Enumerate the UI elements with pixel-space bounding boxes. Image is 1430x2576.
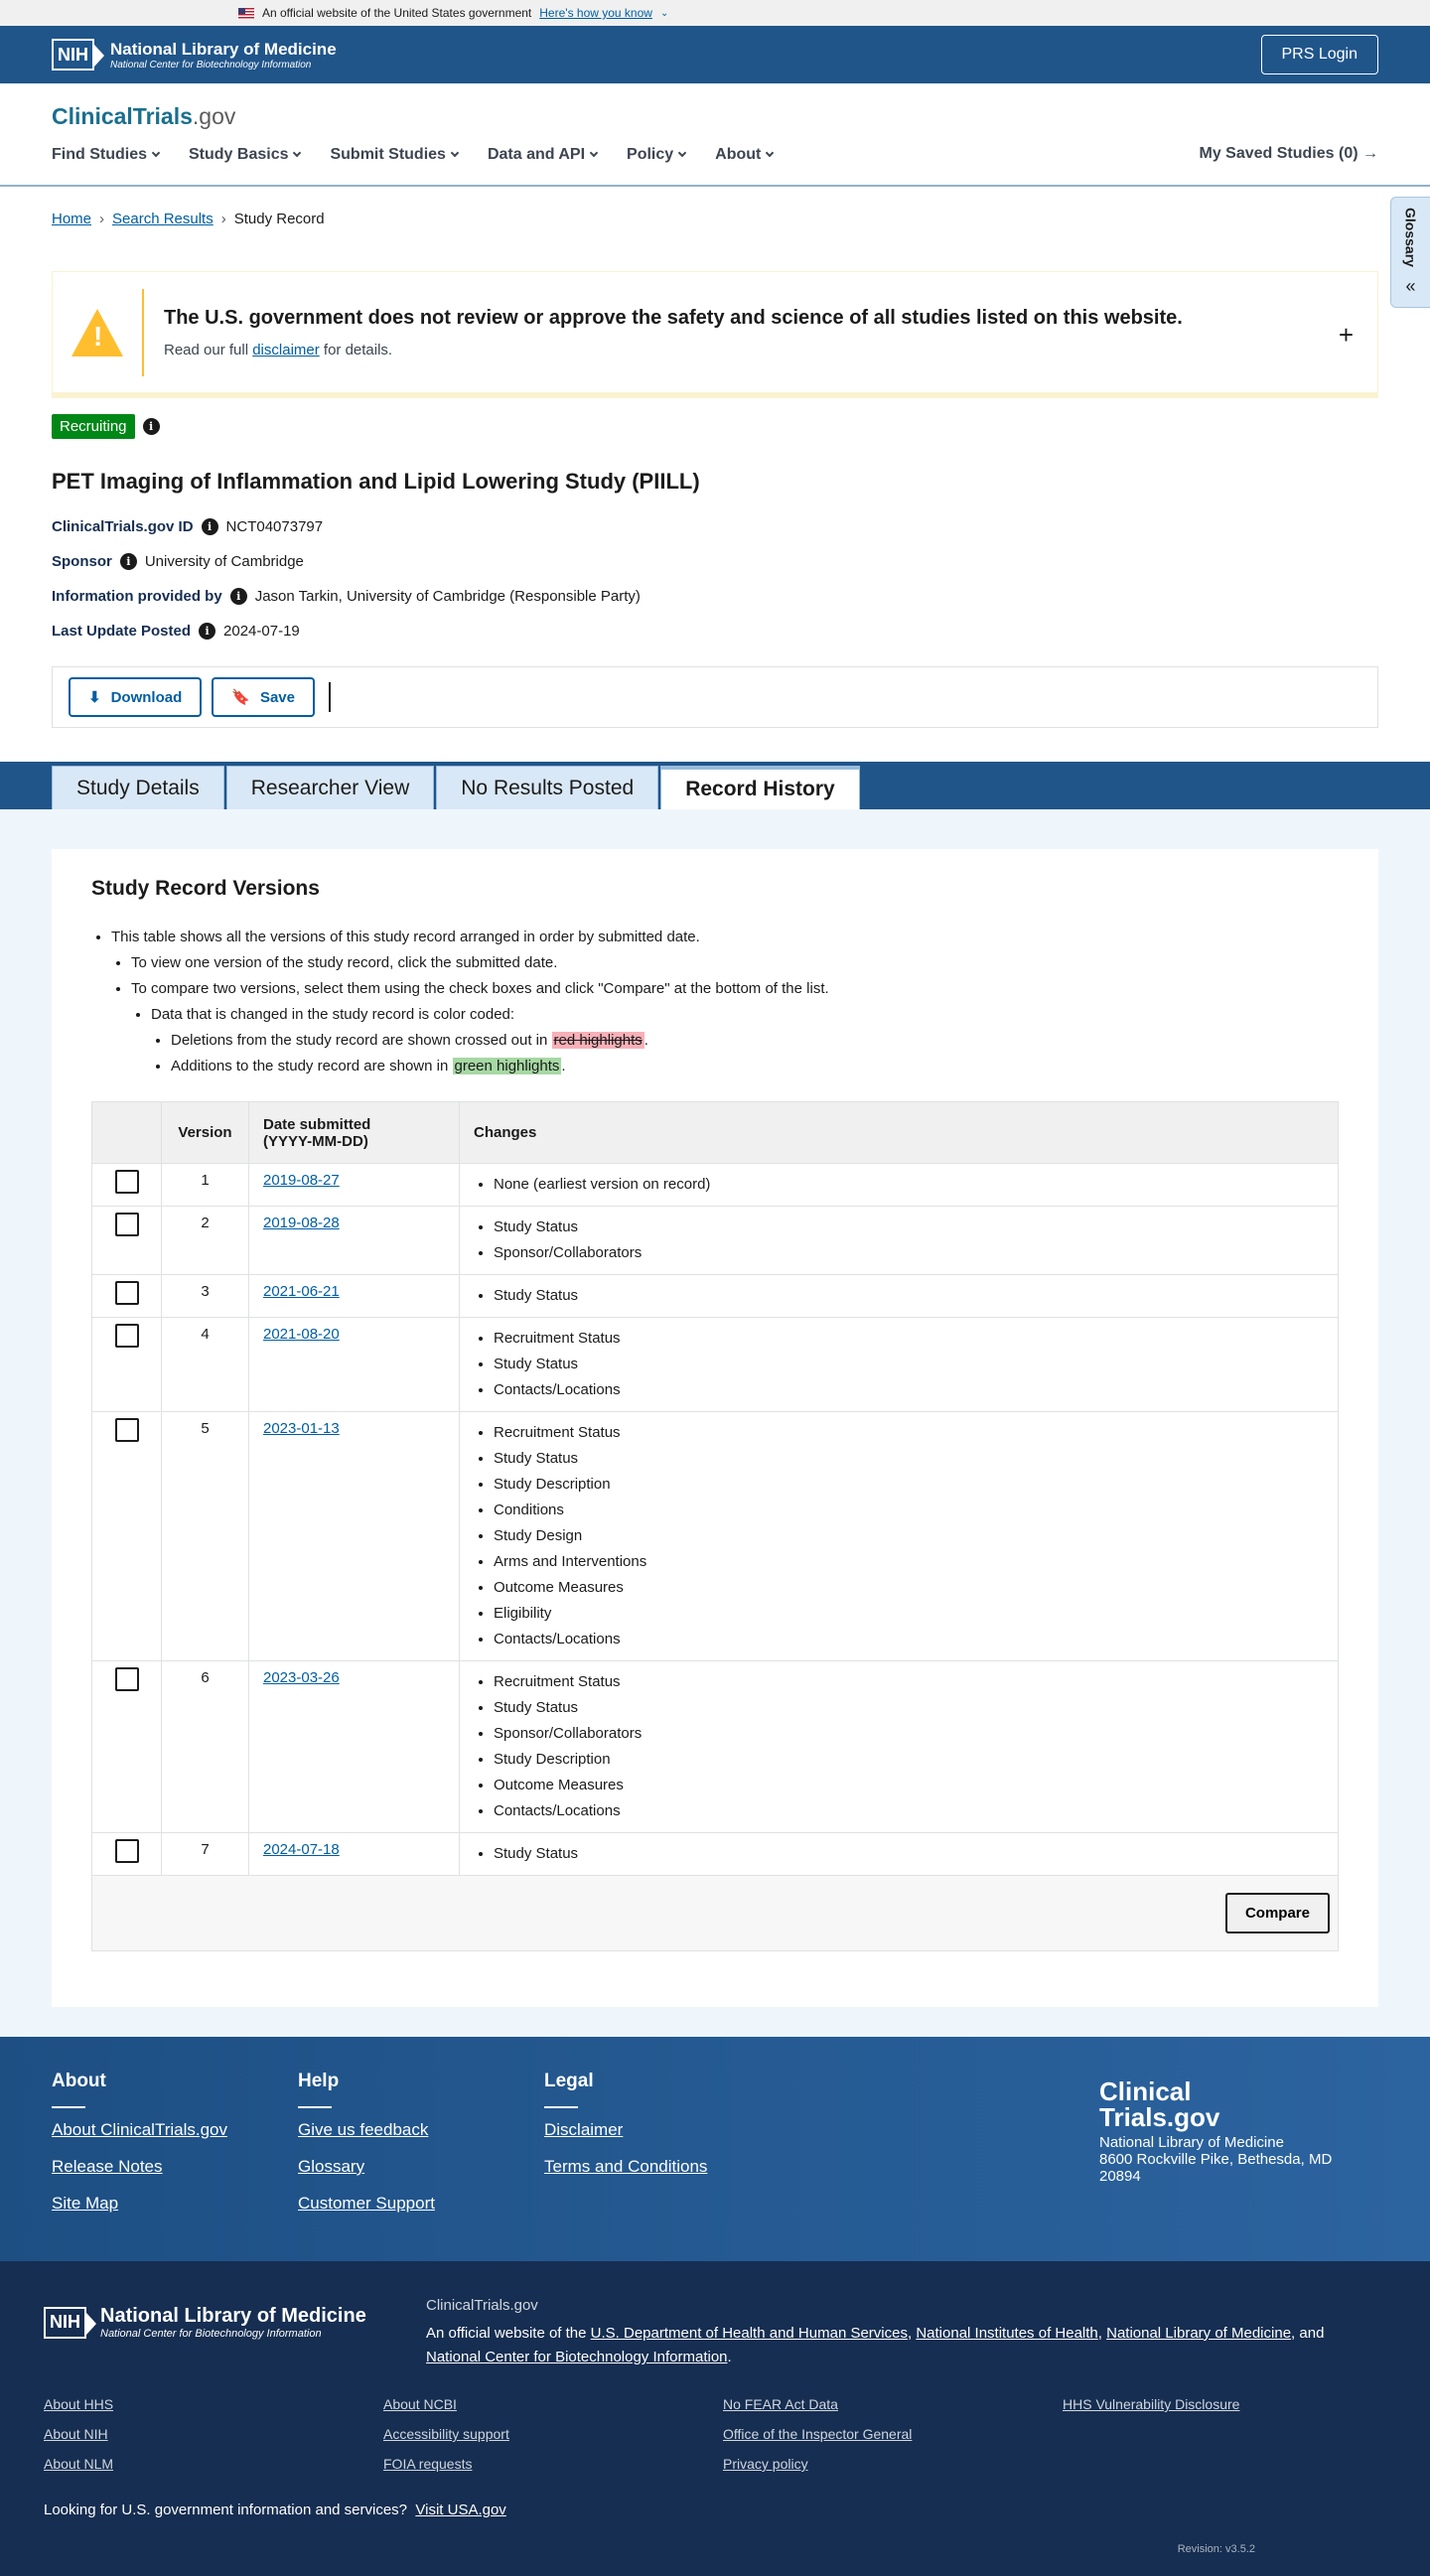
- disclaimer-link[interactable]: disclaimer: [252, 341, 320, 358]
- change-item: • Sponsor/Collaborators: [494, 1240, 1324, 1266]
- study-tabs: [0, 762, 1430, 809]
- footer-link[interactable]: About NCBI: [383, 2396, 457, 2412]
- nav-policy[interactable]: Policy: [627, 146, 685, 164]
- versions-table: [91, 1101, 1339, 1951]
- ct-header: [0, 83, 1430, 187]
- main-nav: [52, 146, 1378, 164]
- revision-text: Revision: v3.5.2: [1177, 2543, 1255, 2555]
- last-update-value: 2024-07-19: [223, 622, 300, 640]
- table-row: [92, 1661, 1339, 1833]
- change-item: • Study Status: [494, 1695, 1324, 1721]
- change-item: • None (earliest version on record): [494, 1172, 1324, 1198]
- compare-button[interactable]: Compare: [1225, 1893, 1330, 1933]
- change-item: • Study Status: [494, 1446, 1324, 1472]
- tab-researcher-view[interactable]: Researcher View: [226, 766, 435, 809]
- versions-instructions: [91, 925, 1339, 1079]
- footer-usa: Looking for U.S. government information and services? Visit USA.gov: [44, 2502, 506, 2518]
- footer-link[interactable]: FOIA requests: [383, 2456, 473, 2472]
- version-checkbox[interactable]: [115, 1418, 139, 1442]
- tab-study-details[interactable]: Study Details: [52, 766, 224, 809]
- breadcrumb-current: Study Record: [233, 211, 325, 227]
- footer-bottom: [0, 2261, 1430, 2576]
- nih-link[interactable]: National Institutes of Health: [916, 2325, 1098, 2342]
- version-number: 7: [162, 1833, 249, 1876]
- footer-link[interactable]: Give us feedback: [298, 2120, 429, 2139]
- footer-nlm-logo[interactable]: NIH National Library of Medicine National Center for Biotechnology Information: [44, 2305, 366, 2340]
- tab-no-results-posted[interactable]: No Results Posted: [436, 766, 658, 809]
- version-number: 5: [162, 1412, 249, 1661]
- change-item: • Recruitment Status: [494, 1420, 1324, 1446]
- footer-about-title: About: [52, 2071, 106, 2091]
- last-update-label: Last Update Posted: [52, 622, 192, 640]
- changes-list: [474, 1326, 1324, 1403]
- disclaimer-alert: [52, 271, 1378, 398]
- prs-login-button[interactable]: PRS Login: [1261, 35, 1379, 74]
- glossary-label: Glossary: [1402, 207, 1419, 267]
- chevron-right-icon: ›: [220, 211, 226, 227]
- instruction-item: • To compare two versions, select them using the check boxes and click "Compare" at the bottom of the list.: [131, 976, 1339, 1002]
- expand-plus-icon[interactable]: +: [1338, 320, 1354, 350]
- how-you-know-link[interactable]: Here's how you know: [539, 6, 652, 20]
- change-item: • Outcome Measures: [494, 1773, 1324, 1798]
- chevron-down-icon: [590, 149, 598, 157]
- id-value: NCT04073797: [225, 517, 324, 535]
- change-item: • Study Design: [494, 1523, 1324, 1549]
- instruction-item: • Additions to the study record are shown in green highlights .: [171, 1054, 1339, 1079]
- change-item: • Contacts/Locations: [494, 1377, 1324, 1403]
- sponsor-value: University of Cambridge: [144, 552, 304, 570]
- table-row: [92, 1318, 1339, 1412]
- footer-link[interactable]: Office of the Inspector General: [723, 2426, 913, 2442]
- footer-site-name: ClinicalTrials.gov: [426, 2297, 538, 2314]
- version-checkbox[interactable]: [115, 1213, 139, 1236]
- table-row: [92, 1275, 1339, 1318]
- version-date-link[interactable]: 2021-08-20: [263, 1326, 340, 1343]
- footer-logo-line2: Trials.gov: [1099, 2102, 1220, 2132]
- chevron-down-icon: [766, 149, 774, 157]
- footer-brand: Clinical Trials.gov National Library of Medicine 8600 Rockville Pike, Bethesda, MD 20894: [1099, 2076, 1333, 2185]
- study-meta: [0, 518, 1430, 639]
- footer-link[interactable]: HHS Vulnerability Disclosure: [1063, 2396, 1240, 2412]
- version-date-link[interactable]: 2023-01-13: [263, 1420, 340, 1437]
- chevron-down-icon: [293, 149, 301, 157]
- ncbi-subtitle: National Center for Biotechnology Information: [110, 59, 312, 71]
- change-item: • Study Status: [494, 1215, 1324, 1240]
- change-item: • Arms and Interventions: [494, 1549, 1324, 1575]
- download-icon: ⬇: [88, 689, 101, 706]
- changes-list: [474, 1215, 1324, 1266]
- change-item: • Study Description: [494, 1472, 1324, 1498]
- chevron-down-icon: [451, 149, 459, 157]
- version-checkbox[interactable]: [115, 1324, 139, 1348]
- chevron-down-icon: ⌄: [659, 7, 669, 19]
- changes-list: [474, 1669, 1324, 1824]
- info-icon[interactable]: i: [199, 623, 215, 640]
- gov-banner-text: An official website of the United States government: [262, 6, 532, 20]
- info-icon[interactable]: i: [120, 553, 137, 570]
- nlm-link[interactable]: National Library of Medicine: [1106, 2325, 1292, 2342]
- double-chevron-left-icon: «: [1405, 276, 1416, 297]
- table-row: [92, 1164, 1339, 1207]
- footer-links-col4: [1063, 2396, 1239, 2426]
- version-number: 1: [162, 1164, 249, 1207]
- nav-study-basics[interactable]: Study Basics: [189, 146, 300, 164]
- change-item: • Study Status: [494, 1283, 1324, 1309]
- footer-link[interactable]: Privacy policy: [723, 2456, 808, 2472]
- version-number: 4: [162, 1318, 249, 1412]
- nav-data-api[interactable]: Data and API: [488, 146, 597, 164]
- disclaimer-text: Read our full disclaimer for details.: [164, 341, 393, 358]
- footer-link[interactable]: Customer Support: [298, 2194, 435, 2213]
- change-item: • Contacts/Locations: [494, 1627, 1324, 1652]
- instruction-item: • Deletions from the study record are shown crossed out in red highlights .: [171, 1028, 1339, 1054]
- table-row: [92, 1833, 1339, 1876]
- changes-list: [474, 1283, 1324, 1309]
- changes-list: [474, 1172, 1324, 1198]
- info-icon[interactable]: i: [230, 588, 247, 605]
- bookmark-icon: 🔖: [231, 689, 250, 706]
- footer-official: ClinicalTrials.gov An official website of the U.S. Department of Health and Human Services, National Institutes of Health, National Library of Medicine, and National Center for Biotechnology Information.: [426, 2297, 1379, 2369]
- green-highlight-sample: green highlights: [454, 1058, 560, 1074]
- table-row: [92, 1412, 1339, 1661]
- chevron-down-icon: [152, 149, 160, 157]
- versions-heading: Study Record Versions: [91, 877, 320, 900]
- table-row: [92, 1207, 1339, 1275]
- footer-link[interactable]: About NIH: [44, 2426, 108, 2442]
- info-icon[interactable]: i: [202, 518, 218, 535]
- version-checkbox[interactable]: [115, 1667, 139, 1691]
- version-number: 6: [162, 1661, 249, 1833]
- footer-link[interactable]: Release Notes: [52, 2157, 163, 2176]
- instruction-item: • This table shows all the versions of this study record arranged in order by submitted date.: [111, 925, 1339, 950]
- nlm-logo[interactable]: [52, 39, 337, 71]
- change-item: • Conditions: [494, 1498, 1324, 1523]
- info-provided-value: Jason Tarkin, University of Cambridge (Responsible Party): [254, 587, 641, 605]
- col-date-submitted: Date submitted (YYYY-MM-DD): [249, 1102, 460, 1164]
- change-item: • Study Status: [494, 1841, 1324, 1867]
- save-button[interactable]: 🔖 Save: [212, 677, 315, 717]
- change-item: • Contacts/Locations: [494, 1798, 1324, 1824]
- breadcrumb-search-results[interactable]: Search Results: [112, 211, 214, 227]
- footer-link[interactable]: No FEAR Act Data: [723, 2396, 838, 2412]
- footer-link[interactable]: About HHS: [44, 2396, 114, 2412]
- change-item: • Study Description: [494, 1747, 1324, 1773]
- version-date-link[interactable]: 2019-08-27: [263, 1172, 340, 1189]
- footer-top: [0, 2037, 1430, 2261]
- footer-legal-title: Legal: [544, 2071, 594, 2091]
- download-button[interactable]: ⬇ Download: [69, 677, 202, 717]
- study-title: PET Imaging of Inflammation and Lipid Lowering Study (PIILL): [52, 469, 700, 494]
- footer-about-col: [52, 2071, 227, 2230]
- disclaimer-title: The U.S. government does not review or approve the safety and science of all studies listed on this website.: [164, 306, 1183, 329]
- changes-list: [474, 1420, 1324, 1652]
- hhs-link[interactable]: U.S. Department of Health and Human Services: [590, 2325, 908, 2342]
- nav-about[interactable]: About: [715, 146, 773, 164]
- footer-link[interactable]: Site Map: [52, 2194, 119, 2213]
- version-date-link[interactable]: 2021-06-21: [263, 1283, 340, 1300]
- nih-header: [0, 26, 1430, 83]
- tab-record-history[interactable]: Record History: [660, 766, 860, 809]
- ct-logo[interactable]: ClinicalTrials.gov: [52, 103, 236, 129]
- breadcrumb: [0, 211, 1430, 227]
- footer-link[interactable]: Disclaimer: [544, 2120, 624, 2139]
- version-date-link[interactable]: 2024-07-18: [263, 1841, 340, 1858]
- col-changes: Changes: [460, 1102, 1339, 1164]
- change-item: • Outcome Measures: [494, 1575, 1324, 1601]
- changes-list: [474, 1841, 1324, 1867]
- info-provided-label: Information provided by: [52, 587, 222, 605]
- chevron-down-icon: [678, 149, 686, 157]
- change-item: • Eligibility: [494, 1601, 1324, 1627]
- footer-links-col1: [44, 2396, 113, 2486]
- footer-link[interactable]: Accessibility support: [383, 2426, 509, 2442]
- version-checkbox[interactable]: [115, 1839, 139, 1863]
- version-checkbox[interactable]: [115, 1281, 139, 1305]
- action-bar: [52, 666, 1378, 728]
- col-version: Version: [162, 1102, 249, 1164]
- change-item: • Recruitment Status: [494, 1326, 1324, 1352]
- instruction-item: • Data that is changed in the study record is color coded:: [151, 1002, 1339, 1028]
- ncbi-link[interactable]: National Center for Biotechnology Information: [426, 2349, 728, 2365]
- usa-gov-link[interactable]: Visit USA.gov: [415, 2502, 506, 2518]
- info-icon[interactable]: i: [143, 418, 160, 435]
- glossary-tab[interactable]: [1390, 197, 1430, 308]
- change-item: • Recruitment Status: [494, 1669, 1324, 1695]
- footer-legal-col: [544, 2071, 707, 2194]
- id-label: ClinicalTrials.gov ID: [52, 517, 194, 535]
- my-saved-studies-link[interactable]: My Saved Studies (0) →: [1199, 145, 1378, 162]
- change-item: • Sponsor/Collaborators: [494, 1721, 1324, 1747]
- version-date-link[interactable]: 2023-03-26: [263, 1669, 340, 1686]
- footer-help-title: Help: [298, 2071, 340, 2091]
- warning-icon: !: [72, 309, 123, 357]
- version-number: 3: [162, 1275, 249, 1318]
- footer-links-col3: [723, 2396, 912, 2486]
- nlm-title: National Library of Medicine: [110, 39, 337, 59]
- footer-address: National Library of Medicine: [1099, 2134, 1284, 2151]
- chevron-right-icon: ›: [99, 211, 105, 227]
- footer-logo-line1: Clinical: [1099, 2076, 1192, 2106]
- footer-link[interactable]: Glossary: [298, 2157, 365, 2176]
- sponsor-label: Sponsor: [52, 552, 112, 570]
- version-checkbox[interactable]: [115, 1170, 139, 1194]
- footer-link[interactable]: About NLM: [44, 2456, 114, 2472]
- nih-logo-box: NIH: [52, 39, 94, 71]
- instruction-item: • To view one version of the study record, click the submitted date.: [131, 950, 1339, 976]
- divider: [329, 682, 331, 712]
- record-versions-card: [52, 849, 1378, 2007]
- status-badge: Recruiting: [52, 414, 135, 439]
- footer-help-col: [298, 2071, 435, 2230]
- footer-link[interactable]: About ClinicalTrials.gov: [52, 2120, 227, 2139]
- version-number: 2: [162, 1207, 249, 1275]
- version-date-link[interactable]: 2019-08-28: [263, 1215, 340, 1231]
- footer-link[interactable]: Terms and Conditions: [544, 2157, 708, 2176]
- change-item: • Study Status: [494, 1352, 1324, 1377]
- red-highlight-sample: red highlights: [553, 1032, 643, 1049]
- nav-find-studies[interactable]: Find Studies: [52, 146, 159, 164]
- us-flag-icon: [238, 8, 254, 19]
- nav-submit-studies[interactable]: Submit Studies: [330, 146, 457, 164]
- breadcrumb-home[interactable]: Home: [52, 211, 92, 227]
- footer-links-col2: [383, 2396, 509, 2486]
- gov-banner: [0, 0, 1430, 26]
